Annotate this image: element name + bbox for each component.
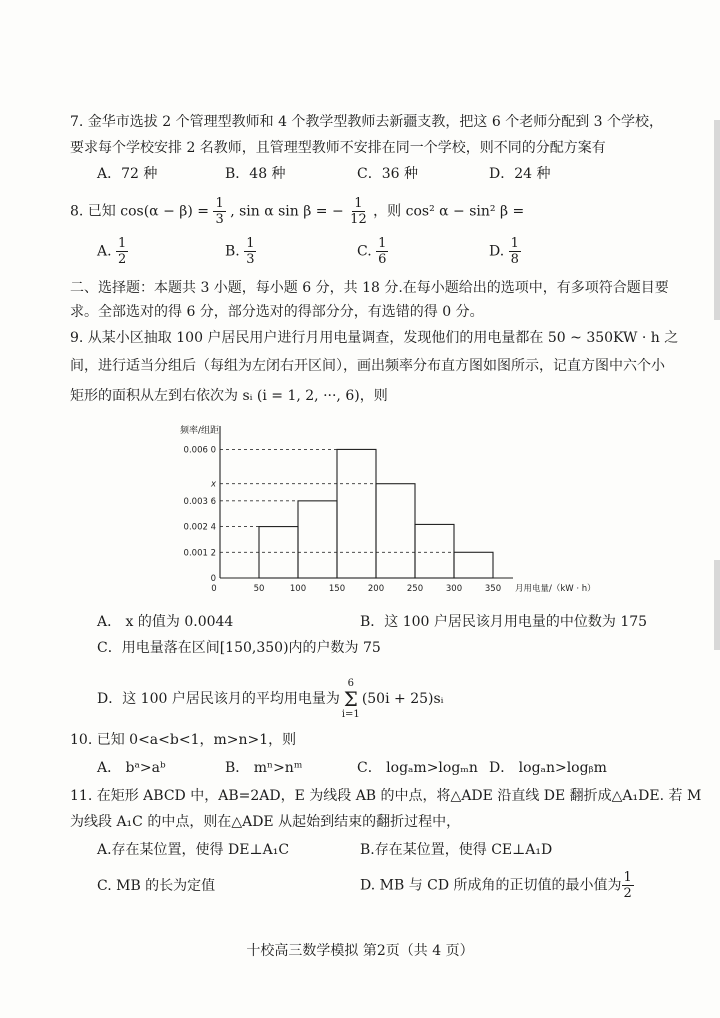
q9-line2: 间，进行适当分组后（每组为左闭右开区间），画出频率分布直方图如图所示，记直方图中六个小 xyxy=(70,358,665,374)
y-tick-label: 0 xyxy=(210,574,216,584)
q9-option-d: D．这 100 户居民该月的平均用电量为 6 Σ i=1 (50i + 25)sᵢ xyxy=(97,678,444,720)
q9-line1: 9. 从某小区抽取 100 户居民用户进行月用电量调查，发现他们的用电量都在 50 ~ 350KW · h 之 xyxy=(70,330,679,346)
q9-option-b: B．这 100 户居民该月用电量的中位数为 175 xyxy=(360,614,648,630)
y-tick-label: 0.003 6 xyxy=(183,496,216,507)
q8-option-d: D. $\frac{1}{8}$ xyxy=(489,236,519,267)
frequency-histogram xyxy=(170,418,596,603)
x-tick-label: 250 xyxy=(406,584,424,594)
x-tick-label: 0 xyxy=(211,584,217,594)
q8-fraction-2: $\frac{1}{12}$ xyxy=(350,196,367,227)
q8-suffix: ，则 cos² α − sin² β = xyxy=(373,203,525,220)
q11-line1: 11. 在矩形 ABCD 中，AB=2AD，E 为线段 AB 的中点，将△ADE 沿直线 DE 翻折成△A₁DE. 若 M xyxy=(70,788,702,804)
x-tick-label: 350 xyxy=(484,584,502,594)
scan-edge-shadow xyxy=(714,120,720,320)
scan-edge-shadow xyxy=(714,560,720,650)
q10-option-a: A． bᵃ>aᵇ xyxy=(97,760,166,776)
y-axis-label: 频率/组距 xyxy=(180,426,220,436)
q11-option-c: C. MB 的长为定值 xyxy=(97,878,216,894)
q9-line3: 矩形的面积从左到右依次为 sᵢ (i = 1, 2, ···, 6)，则 xyxy=(70,388,388,404)
q11-line2: 为线段 A₁C 的中点，则在△ADE 从起始到结束的翻折过程中， xyxy=(70,814,461,830)
y-tick-label: 0.006 0 xyxy=(183,445,216,456)
q7-option-c: C．36 种 xyxy=(357,166,418,182)
q7-option-a: A．72 种 xyxy=(97,166,158,182)
x-tick-label: 200 xyxy=(367,584,385,594)
q8-stem xyxy=(70,196,524,227)
q8-prefix: 8. 已知 cos(α − β) = xyxy=(70,203,209,220)
q8-option-b: B. $\frac{1}{3}$ xyxy=(225,236,255,267)
summation-symbol: 6 Σ i=1 xyxy=(341,678,360,720)
q11-option-a: A.存在某位置，使得 DE⊥A₁C xyxy=(97,842,290,858)
q10-option-c: C． logₐm>logₘn xyxy=(357,760,478,776)
q11-option-d: D. MB 与 CD 所成角的正切值的最小值为 $\frac{1}{2}$ xyxy=(360,870,632,901)
q7-option-b: B．48 种 xyxy=(225,166,286,182)
histogram-bar xyxy=(298,501,337,578)
q10-option-b: B． mⁿ>nᵐ xyxy=(225,760,303,776)
q9-option-c: C．用电量落在区间[150,350)内的户数为 75 xyxy=(97,640,381,656)
histogram-bar xyxy=(415,524,454,578)
section2-line1: 二、选择题：本题共 3 小题，每小题 6 分，共 18 分.在每小题给出的选项中，有多项符合题目要 xyxy=(70,280,669,296)
x-axis-label: 月用电量/（kW · h） xyxy=(515,584,596,594)
q7-option-d: D．24 种 xyxy=(489,166,551,182)
y-tick-label: 0.001 2 xyxy=(183,548,216,559)
q7-line1: 7. 金华市选拔 2 个管理型教师和 4 个教学型教师去新疆支教，把这 6 个老师分配到 3 个学校， xyxy=(70,114,664,130)
q7-line2: 要求每个学校安排 2 名教师，且管理型教师不安排在同一个学校，则不同的分配方案有 xyxy=(70,140,606,156)
q8-option-a: A. $\frac{1}{2}$ xyxy=(97,236,127,267)
x-tick-label: 150 xyxy=(328,584,346,594)
q8-fraction-1: $\frac{1}{3}$ xyxy=(215,196,224,227)
section2-line2: 求。全部选对的得 6 分，部分选对的得部分分，有选错的得 0 分。 xyxy=(70,304,484,320)
q8-middle: , sin α sin β = − xyxy=(230,203,344,220)
q10-option-d: D． logₐn>logᵦm xyxy=(489,760,607,776)
x-tick-label: 100 xyxy=(289,584,307,594)
page-footer: 十校高三数学模拟 第2页（共 4 页） xyxy=(246,943,474,959)
q8-option-c: C. $\frac{1}{6}$ xyxy=(357,236,387,267)
histogram-bar xyxy=(337,449,376,578)
x-tick-label: 50 xyxy=(253,584,265,594)
histogram-bar xyxy=(376,484,415,578)
y-tick-label: x xyxy=(210,479,216,490)
q11-option-b: B.存在某位置，使得 CE⊥A₁D xyxy=(360,842,553,858)
q10-stem: 10. 已知 0<a<b<1，m>n>1，则 xyxy=(70,732,297,748)
histogram-bar xyxy=(454,552,493,578)
q9-option-a: A． x 的值为 0.0044 xyxy=(97,614,234,630)
y-tick-label: 0.002 4 xyxy=(183,522,216,533)
x-tick-label: 300 xyxy=(445,584,463,594)
